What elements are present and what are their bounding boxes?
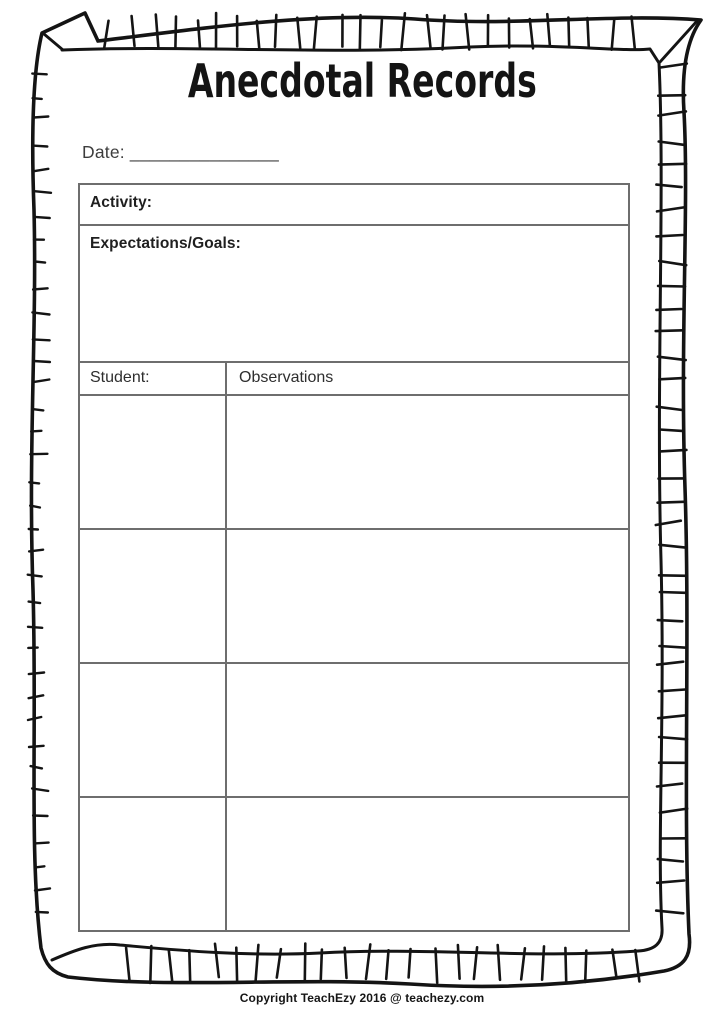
observation-cell-row3 [225,662,628,796]
date-line [82,142,279,163]
expectations-row [80,224,628,361]
activity-label: Activity: [90,194,153,211]
date-label: Date: [82,142,125,162]
date-blank: _______________ [129,142,279,162]
page-title: Anecdotal Records [187,54,537,108]
observation-cell-row2 [225,528,628,662]
activity-row [80,185,628,224]
student-cell-row1 [80,394,225,528]
anecdotal-form-table [78,183,630,932]
student-cell-row2 [80,528,225,662]
expectations-label: Expectations/Goals: [90,235,241,252]
student-cell-row4 [80,796,225,930]
student-header-cell [80,361,225,394]
student-header-label: Student: [90,369,150,386]
observations-header-cell [225,361,628,394]
observation-cell-row1 [225,394,628,528]
observation-cell-row4 [225,796,628,930]
observations-header-label: Observations [239,369,334,386]
copyright-footer: Copyright TeachEzy 2016 @ teachezy.com [239,991,485,1005]
student-cell-row3 [80,662,225,796]
